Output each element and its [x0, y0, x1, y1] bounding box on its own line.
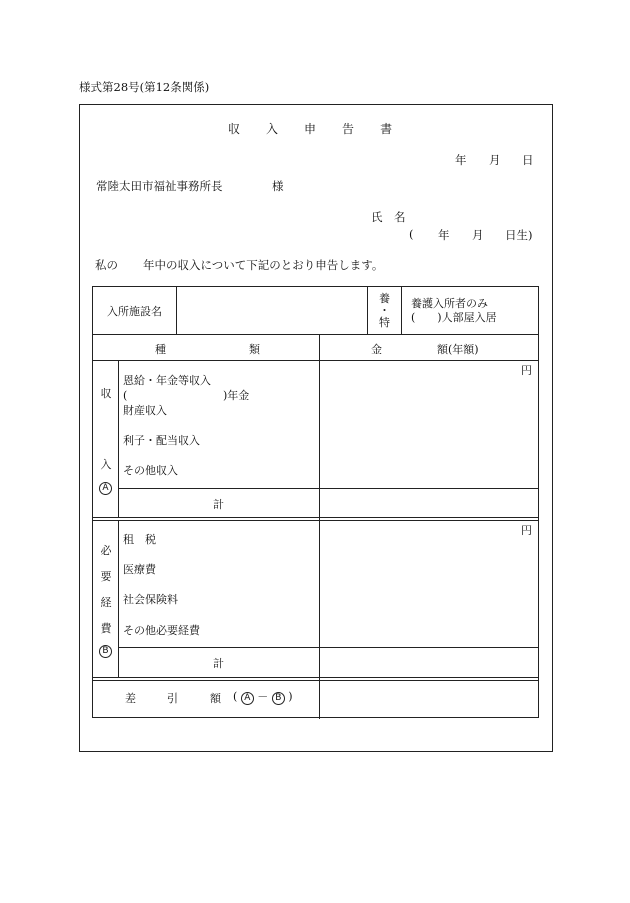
addressee: 常陸太田市福祉事務所長	[96, 179, 223, 193]
expense-item-other: その他必要経費	[123, 624, 200, 637]
expense-item-insurance: 社会保険料	[123, 593, 178, 606]
row-divider	[93, 677, 538, 678]
row-divider	[93, 517, 538, 518]
column-divider	[367, 287, 368, 334]
difference-label-a: 差	[125, 692, 136, 705]
birth-day[interactable]: 日生)	[505, 228, 533, 242]
formula-open: (	[233, 690, 238, 703]
column-divider	[401, 287, 402, 334]
expense-amount-field[interactable]	[320, 521, 538, 647]
birth-month[interactable]: 月	[472, 228, 484, 242]
income-total-field[interactable]	[320, 489, 538, 517]
title-char: 書	[380, 122, 393, 136]
row-divider	[93, 334, 538, 335]
income-side-label: 収	[100, 387, 112, 400]
applicant-name-label: 氏 名	[371, 210, 406, 224]
circled-a-icon: A	[99, 482, 112, 495]
facility-kind-top: 養	[379, 292, 390, 305]
birth-open: (	[409, 227, 414, 241]
header-amount: 金 額(年額)	[371, 343, 479, 356]
title-char: 告	[342, 122, 355, 136]
income-item-paren-open: (	[123, 389, 128, 402]
expense-side-label: 経	[100, 596, 112, 609]
birth-year[interactable]: 年	[438, 228, 450, 242]
expense-side-label: 必	[100, 544, 112, 557]
income-side-label: 入	[100, 458, 112, 471]
title-char: 入	[266, 122, 279, 136]
expense-yen-unit: 円	[521, 524, 532, 537]
expense-total-field[interactable]	[320, 648, 538, 677]
facility-note-line2[interactable]: ( )人部屋入居	[411, 311, 497, 324]
form-title	[228, 123, 392, 135]
income-item-pension-type[interactable]: )年金	[223, 389, 250, 402]
circled-b-icon: B	[99, 645, 112, 658]
expense-item-medical: 医療費	[123, 563, 156, 576]
formula-minus: －	[257, 690, 269, 703]
date-day[interactable]: 日	[522, 153, 534, 167]
column-divider	[118, 360, 119, 517]
addressee-suffix: 様	[272, 179, 284, 193]
date-year[interactable]: 年	[455, 153, 467, 167]
declaration-prefix: 私の	[95, 258, 118, 272]
title-char: 収	[228, 122, 241, 136]
difference-label-c: 額	[210, 692, 221, 705]
facility-kind-bottom: 特	[379, 316, 390, 329]
form-number: 様式第28号(第12条関係)	[79, 80, 210, 94]
expense-side-label: 要	[100, 570, 112, 583]
difference-label-b: 引	[167, 692, 178, 705]
facility-name-field[interactable]	[177, 287, 367, 334]
income-item-other: その他収入	[123, 464, 178, 477]
facility-note-line1: 養護入所者のみ	[411, 297, 488, 310]
income-yen-unit: 円	[521, 364, 532, 377]
header-type-b: 類	[249, 343, 260, 356]
title-char: 申	[304, 122, 317, 136]
column-divider	[118, 520, 119, 677]
circled-a-icon: A	[241, 692, 254, 705]
expense-total-label: 計	[213, 657, 224, 670]
income-total-label: 計	[213, 498, 224, 511]
formula-close: )	[288, 690, 293, 703]
facility-label: 入所施設名	[107, 305, 162, 318]
income-mark	[99, 480, 112, 495]
income-amount-field[interactable]	[320, 361, 538, 488]
difference-formula	[233, 690, 293, 705]
facility-kind-dot: ・	[379, 304, 390, 317]
income-item-pension: 恩給・年金等収入	[123, 374, 211, 387]
difference-amount-field[interactable]	[320, 681, 538, 718]
circled-b-icon: B	[272, 692, 285, 705]
date-month[interactable]: 月	[489, 153, 501, 167]
expense-mark	[99, 643, 112, 658]
income-item-interest: 利子・配当収入	[123, 434, 200, 447]
declaration-text: 年中の収入について下記のとおり申告します。	[143, 258, 384, 272]
income-item-property: 財産収入	[123, 404, 167, 417]
expense-side-label: 費	[100, 622, 112, 635]
expense-item-tax: 租 税	[123, 533, 156, 546]
header-type-a: 種	[155, 343, 166, 356]
income-table	[92, 286, 539, 718]
